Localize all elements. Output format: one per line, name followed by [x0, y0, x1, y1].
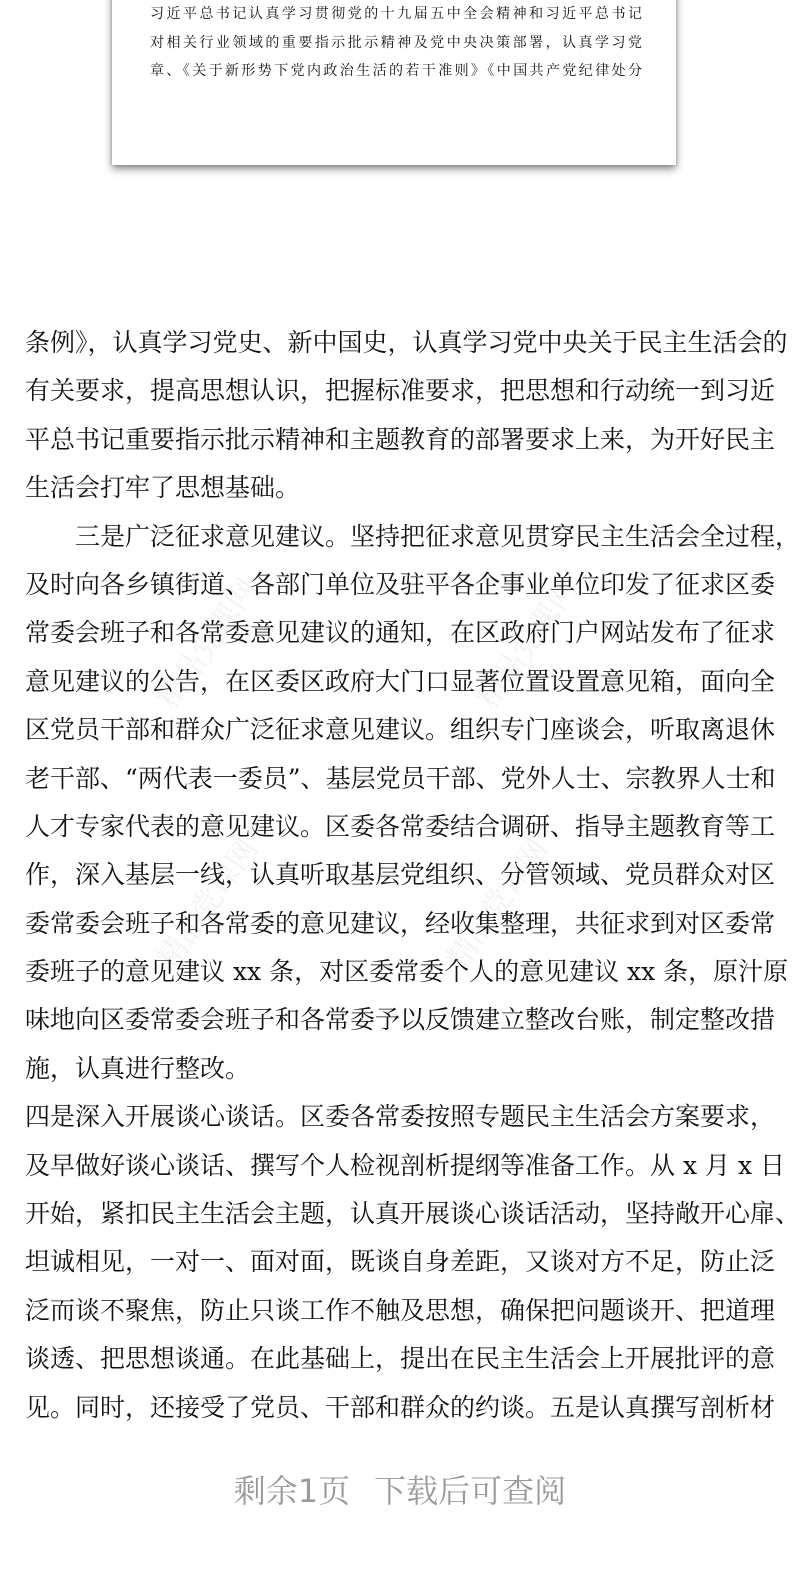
text-line: 生活会打牢了思想基础。: [25, 473, 301, 503]
text-line: 泛而谈不聚焦，防止只谈工作不触及思想，确保把问题谈开、把道理: [25, 1295, 776, 1325]
watermark: 精品党课网: [150, 572, 266, 716]
text-line: 意见建议的公告，在区委区政府大门口显著位置设置意见箱，面向全: [25, 666, 776, 696]
text-line: 及早做好谈心谈话、撰写个人检视剖析提纲等准备工作。从 x 月 x 日: [25, 1150, 785, 1180]
text-line: 作，深入基层一线，认真听取基层党组织、分管领域、党员群众对区: [25, 860, 776, 890]
document-body: [25, 319, 800, 1432]
preview-page-card: [112, 0, 676, 165]
text-line: 条例》，认真学习党史、新中国史，认真学习党中央关于民主生活会的: [25, 328, 788, 357]
watermark: 精品党课网: [440, 832, 556, 976]
text-line: 及时向各乡镇街道、各部门单位及驻平各企事业单位印发了征求区委: [25, 569, 776, 599]
text-line: 常委会班子和各常委意见建议的通知，在区政府门户网站发布了征求: [25, 618, 776, 648]
text-line: 有关要求，提高思想认识，把握标准要求，把思想和行动统一到习近: [25, 376, 776, 406]
text-line: 谈透、把思想谈通。在此基础上，提出在民主生活会上开展批评的意: [25, 1344, 776, 1374]
download-prompt[interactable]: [0, 1466, 800, 1512]
text-line: 平总书记重要指示批示精神和主题教育的部署要求上来，为开好民主: [25, 424, 776, 454]
text-line: 委常委会班子和各常委的意见建议，经收集整理，共征求到对区委常: [25, 908, 776, 938]
text-line: 老干部、“两代表一委员”、基层党员干部、党外人士、宗教界人士和: [25, 763, 776, 793]
text-line: 三是广泛征求意见建议。坚持把征求意见贯穿民主生活会全过程，: [75, 521, 800, 551]
remaining-pages-label: 剩余1页: [233, 1472, 351, 1510]
text-line: 见。同时，还接受了党员、干部和群众的约谈。五是认真撰写剖析材: [25, 1392, 776, 1422]
text-line: 味地向区委常委会班子和各常委予以反馈建立整改台账，制定整改措: [25, 1005, 776, 1035]
card-line: 对相关行业领域的重要指示批示精神及党中央决策部署，认真学习党: [150, 34, 642, 51]
text-line: 四是深入开展谈心谈话。区委各常委按照专题民主生活会方案要求，: [25, 1102, 776, 1132]
card-line: 章、《关于新形势下党内政治生活的若干准则》《中国共产党纪律处分: [150, 63, 642, 79]
download-to-view-label[interactable]: 下载后可查阅: [374, 1472, 567, 1510]
preview-card-text: [150, 0, 642, 86]
text-line: 委班子的意见建议 xx 条，对区委常委个人的意见建议 xx 条，原汁原: [25, 957, 789, 987]
text-line: 人才专家代表的意见建议。区委各常委结合调研、指导主题教育等工: [25, 811, 776, 841]
text-line: 区党员干部和群众广泛征求意见建议。组织专门座谈会，听取离退休: [25, 715, 776, 745]
text-line: 开始，紧扣民主生活会主题，认真开展谈心谈话活动，坚持敞开心扉、: [25, 1199, 800, 1229]
card-line: 习近平总书记认真学习贯彻党的十九届五中全会精神和习近平总书记: [150, 6, 642, 22]
text-line: 坦诚相见，一对一、面对面，既谈自身差距，又谈对方不足，防止泛: [25, 1247, 776, 1277]
watermark: 精品党课网: [470, 572, 586, 716]
text-line: 施，认真进行整改。: [25, 1053, 251, 1083]
watermark: 精品党课网: [150, 832, 266, 976]
